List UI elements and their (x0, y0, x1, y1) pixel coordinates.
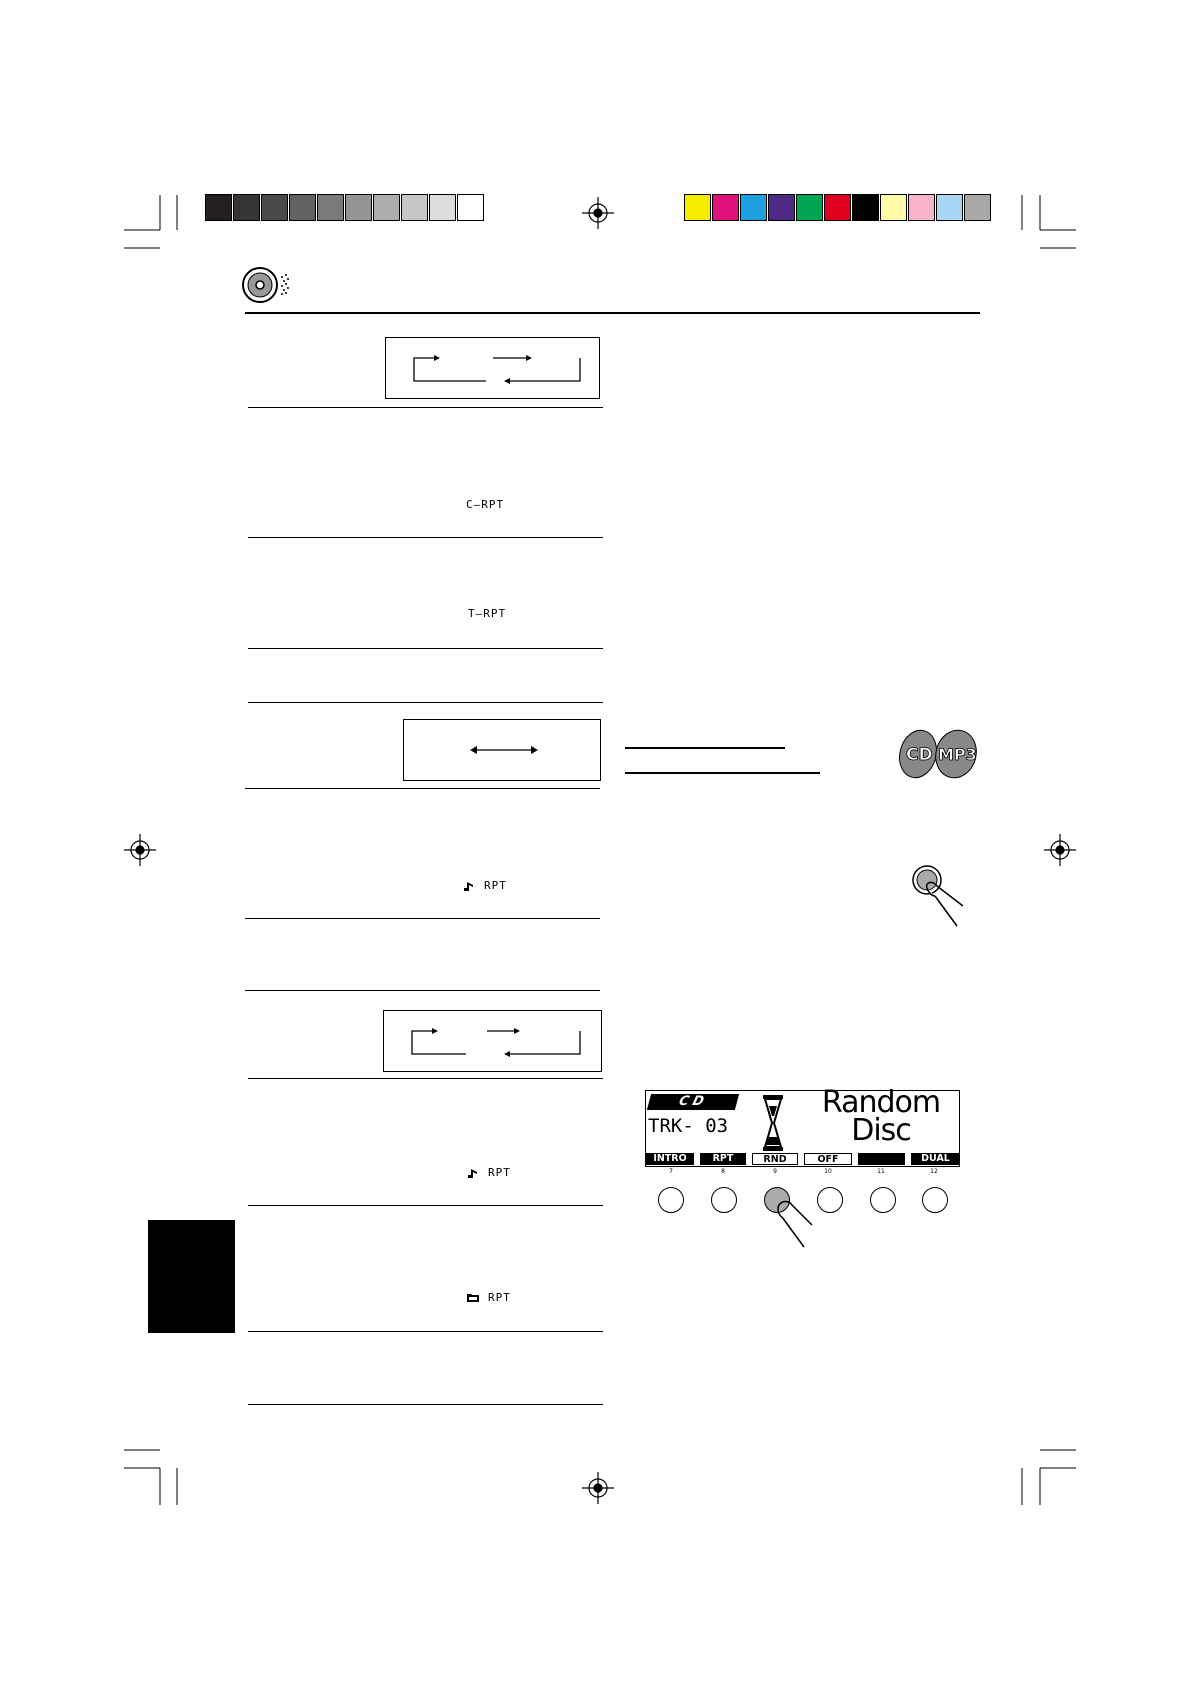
music-note-icon (466, 1167, 480, 1179)
color-swatch (908, 194, 935, 221)
button-12[interactable] (922, 1187, 948, 1213)
softkey-rnd: RND (752, 1153, 798, 1165)
finger-press-icon (770, 1195, 820, 1255)
track-repeat-indicator (462, 879, 507, 892)
button-number: 10 (824, 1168, 832, 1175)
cycle-arrows (384, 1011, 601, 1071)
color-swatch (964, 194, 991, 221)
cd-mp3-badge-icon (898, 728, 980, 780)
color-swatch (880, 194, 907, 221)
repeat-cycle-diagram (383, 1010, 602, 1072)
double-arrow (404, 720, 600, 780)
button-number: 8 (721, 1168, 725, 1175)
divider (248, 702, 603, 703)
color-swatch (852, 194, 879, 221)
mp3-badge-text: MP3 (938, 745, 977, 764)
gray-swatch (401, 194, 428, 221)
button-number: 12 (930, 1168, 938, 1175)
gray-swatch (429, 194, 456, 221)
divider (248, 648, 603, 649)
gray-swatch (373, 194, 400, 221)
cycle-arrows (386, 338, 599, 398)
softkey-blank (858, 1153, 905, 1165)
softkey-rpt: RPT (700, 1153, 746, 1165)
track-number: TRK- 03 (648, 1115, 729, 1137)
button-number: 9 (773, 1168, 777, 1175)
hourglass-icon (761, 1094, 785, 1152)
softkey-off: OFF (804, 1153, 852, 1165)
divider (248, 1331, 603, 1332)
music-note-icon (462, 880, 476, 892)
button-11[interactable] (870, 1187, 896, 1213)
rpt-label: RPT (484, 879, 507, 892)
color-swatch (768, 194, 795, 221)
toggle-diagram (403, 719, 601, 781)
divider (248, 407, 603, 408)
color-swatch (740, 194, 767, 221)
color-swatch (824, 194, 851, 221)
color-swatch (936, 194, 963, 221)
t-rpt-indicator: T–RPT (468, 607, 507, 620)
divider (245, 788, 600, 789)
gray-swatch (317, 194, 344, 221)
rpt-label: RPT (488, 1166, 511, 1179)
color-swatch (684, 194, 711, 221)
cd-source-logo: CD (647, 1094, 739, 1110)
divider (248, 1205, 603, 1206)
repeat-cycle-diagram (385, 337, 600, 399)
folder-repeat-indicator (466, 1291, 511, 1304)
heading-underline (625, 772, 820, 774)
cd-badge-text: CD (906, 745, 933, 765)
gray-swatch (205, 194, 232, 221)
folder-icon (466, 1292, 480, 1303)
language-tab (148, 1220, 235, 1333)
header-rule (245, 312, 980, 314)
button-10[interactable] (817, 1187, 843, 1213)
divider (245, 918, 600, 919)
rpt-label: RPT (488, 1291, 511, 1304)
softkey-dual: DUAL (911, 1153, 960, 1165)
gray-swatch (261, 194, 288, 221)
track-repeat-indicator (466, 1166, 511, 1179)
button-number: 7 (669, 1168, 673, 1175)
gray-swatch (233, 194, 260, 221)
button-8[interactable] (711, 1187, 737, 1213)
cd-disc-icon (240, 265, 300, 305)
c-rpt-indicator: C–RPT (466, 498, 505, 511)
color-swatch (712, 194, 739, 221)
finger-press-icon (905, 862, 981, 930)
divider (248, 1404, 603, 1405)
display-line-1: Random (821, 1085, 941, 1120)
gray-swatch (289, 194, 316, 221)
display-line-2: Disc (851, 1113, 911, 1148)
divider (248, 537, 603, 538)
button-number: 11 (877, 1168, 885, 1175)
color-swatch (796, 194, 823, 221)
button-7[interactable] (658, 1187, 684, 1213)
heading-underline (625, 747, 785, 749)
gray-swatch (457, 194, 484, 221)
gray-swatch (345, 194, 372, 221)
divider (248, 1078, 603, 1079)
softkey-intro: INTRO (646, 1153, 694, 1165)
divider (245, 990, 600, 991)
